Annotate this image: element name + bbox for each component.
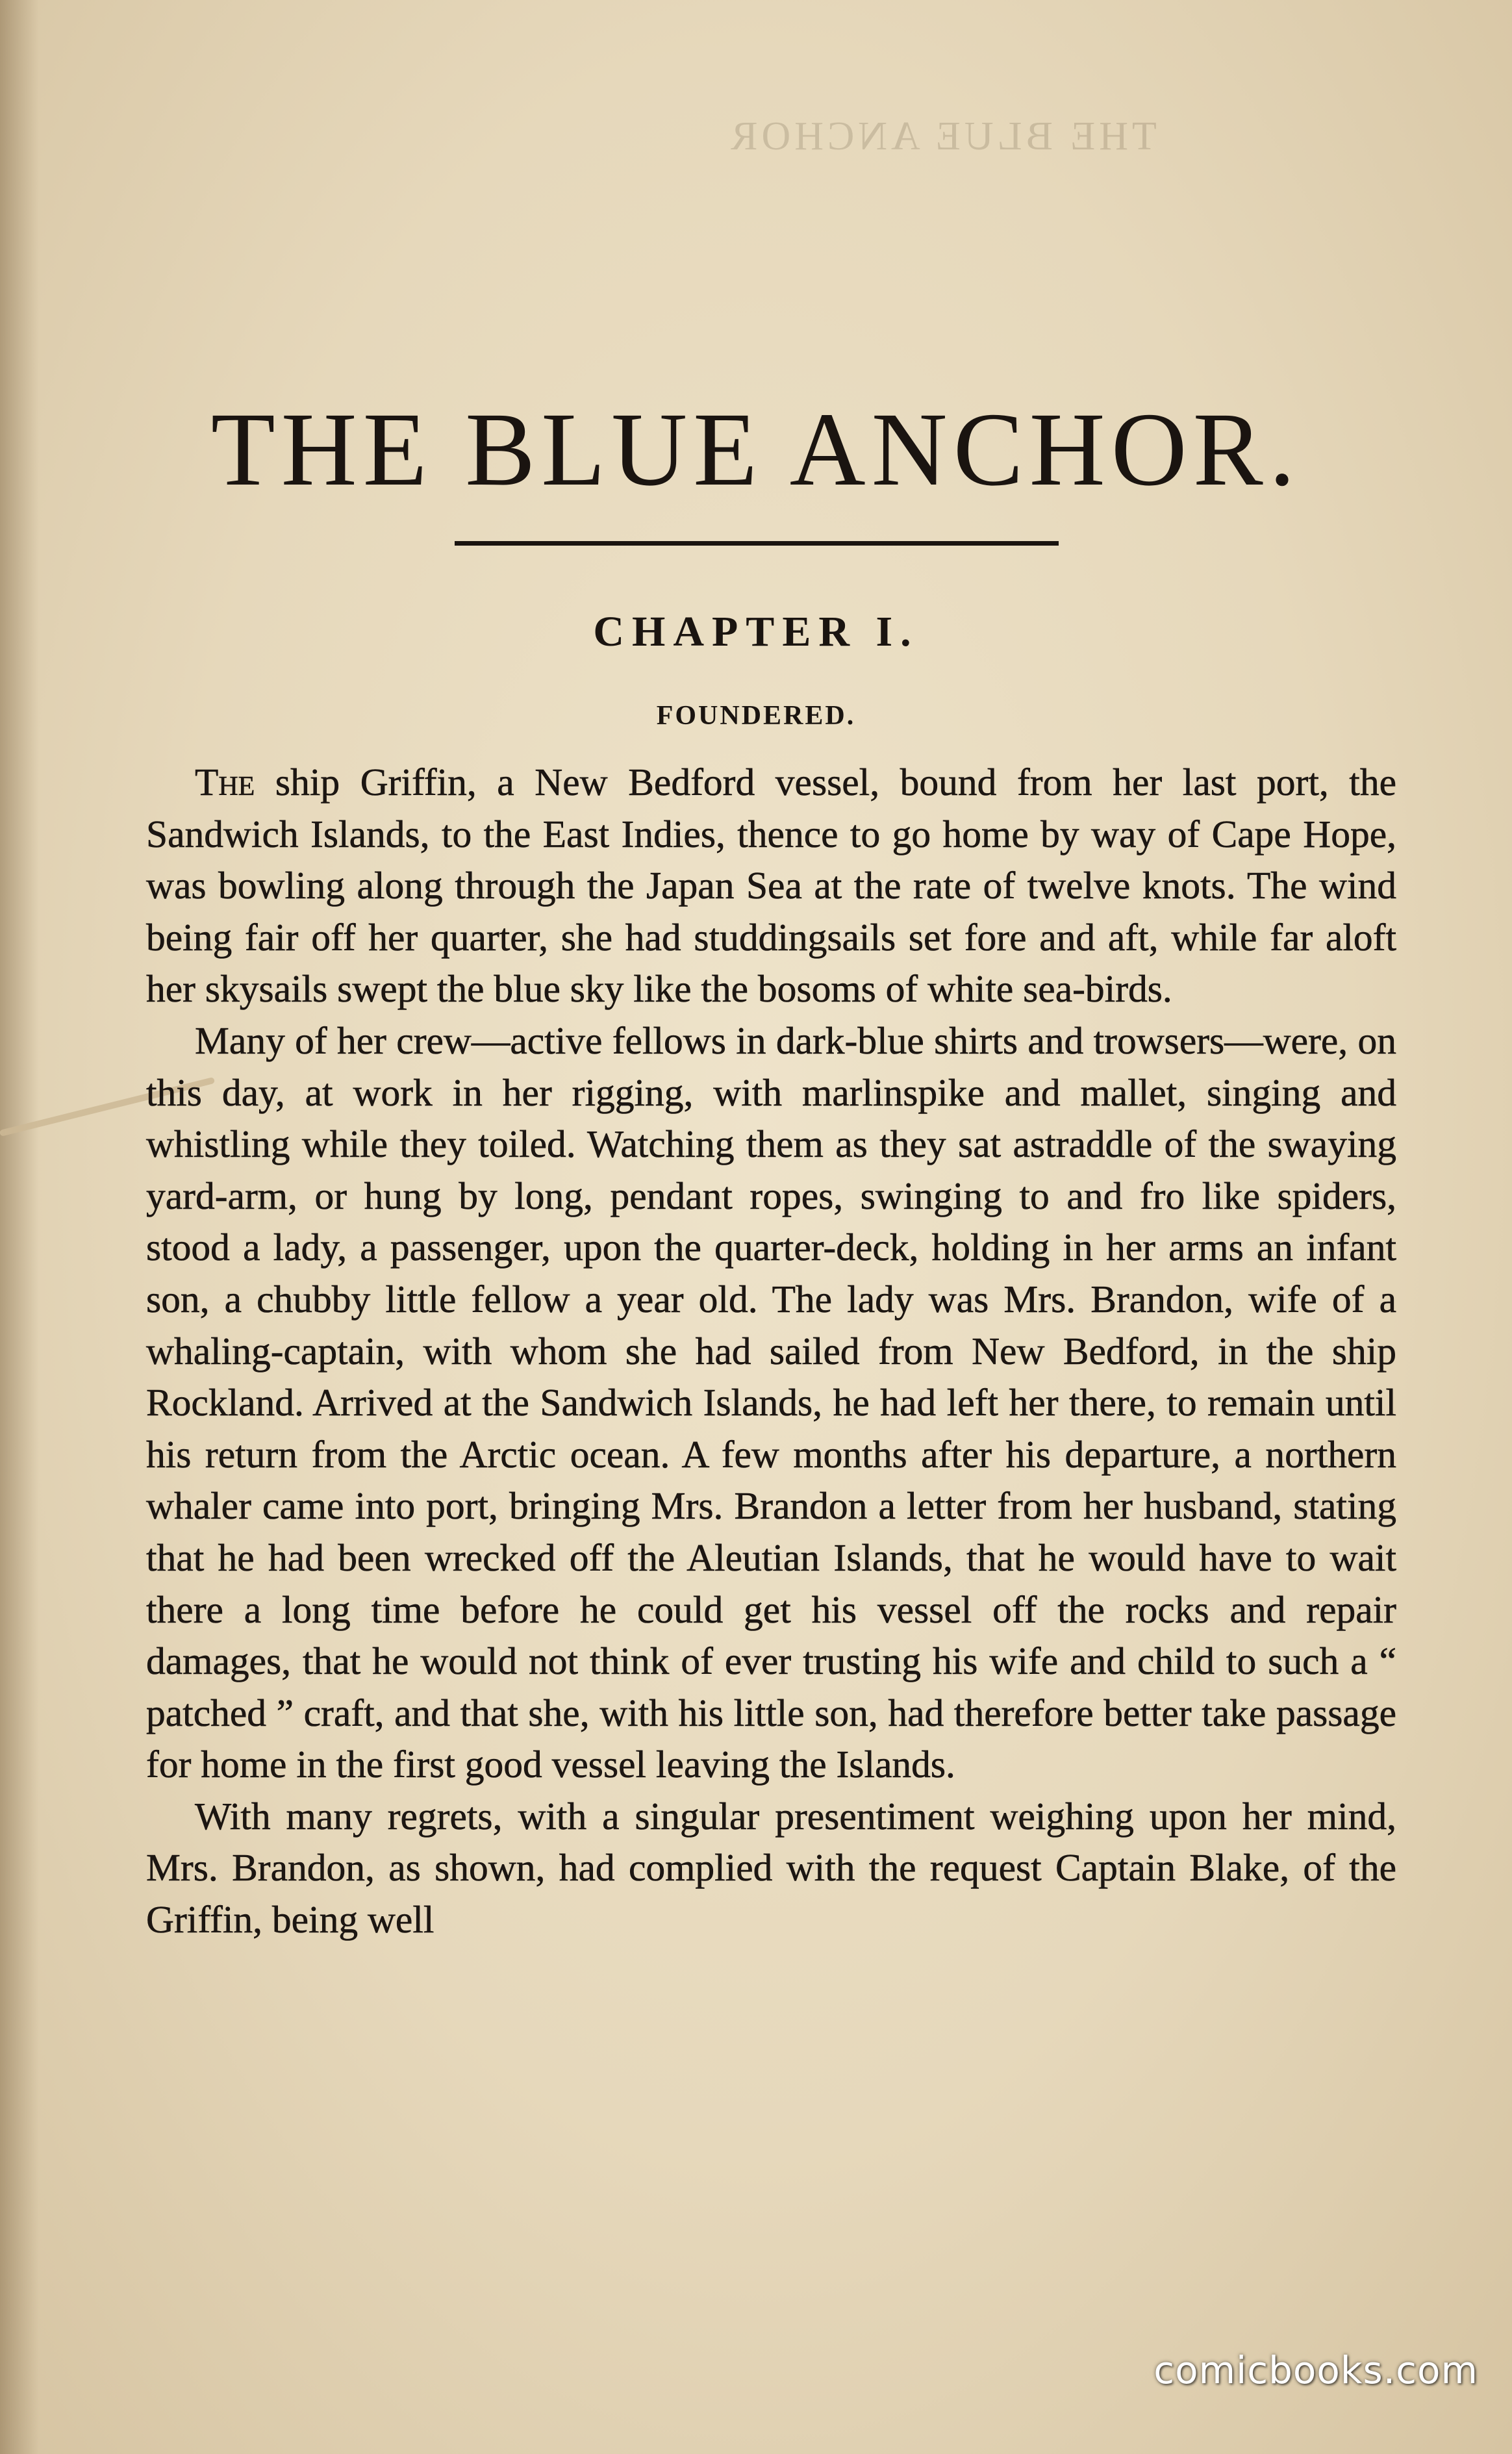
paragraph-3 [146, 1791, 1396, 1946]
paragraph-2 [146, 1015, 1396, 1791]
paragraph-text: Many of her crew—active fellows in dark-blue shirts and trowsers—were, on this day, at work in her rigging, with marlinspike and mallet, singing and whistling while they toiled. Watching them as they sat astraddle of the swaying yard-arm, or hung by long, pendant ropes, swinging to and fro like spiders, stood a lady, a passenger, upon the quarter-deck, holding in her arms an infant son, a chubby little fellow a year old. The lady was Mrs. Brandon, wife of a whaling-captain, with whom she had sailed from New Bedford, in the ship Rockland. Arrived at the Sandwich Islands, he had left her there, to remain until his return from the Arctic ocean. A few months after his departure, a northern whaler came into port, bringing Mrs. Brandon a letter from her husband, stating that he had been wrecked off the Aleutian Islands, that he would have to wait there a long time before he could get his vessel off the rocks and repair damages, that he would not think of ever trusting his wife and child to such a “ patched ” craft, and that she, with his little son, had therefore better take passage for home in the first good vessel leaving the Islands. [146, 1018, 1396, 1786]
page-edge-shadow [0, 0, 39, 2454]
paragraph-text: With many regrets, with a singular presentiment weighing upon her mind, Mrs. Brandon, as shown, had complied with the request Captain Blake, of the Griffin, being well [146, 1794, 1396, 1942]
book-title: THE BLUE ANCHOR. [210, 392, 1302, 508]
body-text [146, 757, 1396, 1946]
paragraph-lead: The [195, 761, 255, 803]
paragraph-text: ship Griffin, a New Bedford vessel, bound from her last port, the Sandwich Islands, to the East Indies, thence to go home by way of Cape Hope, was bowling along through the Japan Sea at the rate of twelve knots. The wind being fair off her quarter, she had studdingsails set fore and aft, while far aloft her skysails swept the blue sky like the bosoms of white sea-birds. [146, 761, 1396, 1011]
title-rule [455, 541, 1059, 546]
chapter-heading: CHAPTER I. [593, 608, 919, 655]
paragraph-1 [146, 757, 1396, 1015]
bleed-through-header: THE BLUE ANCHOR [727, 114, 1157, 158]
chapter-title: FOUNDERED. [656, 701, 856, 731]
watermark: comicbooks.com [1153, 2348, 1478, 2392]
